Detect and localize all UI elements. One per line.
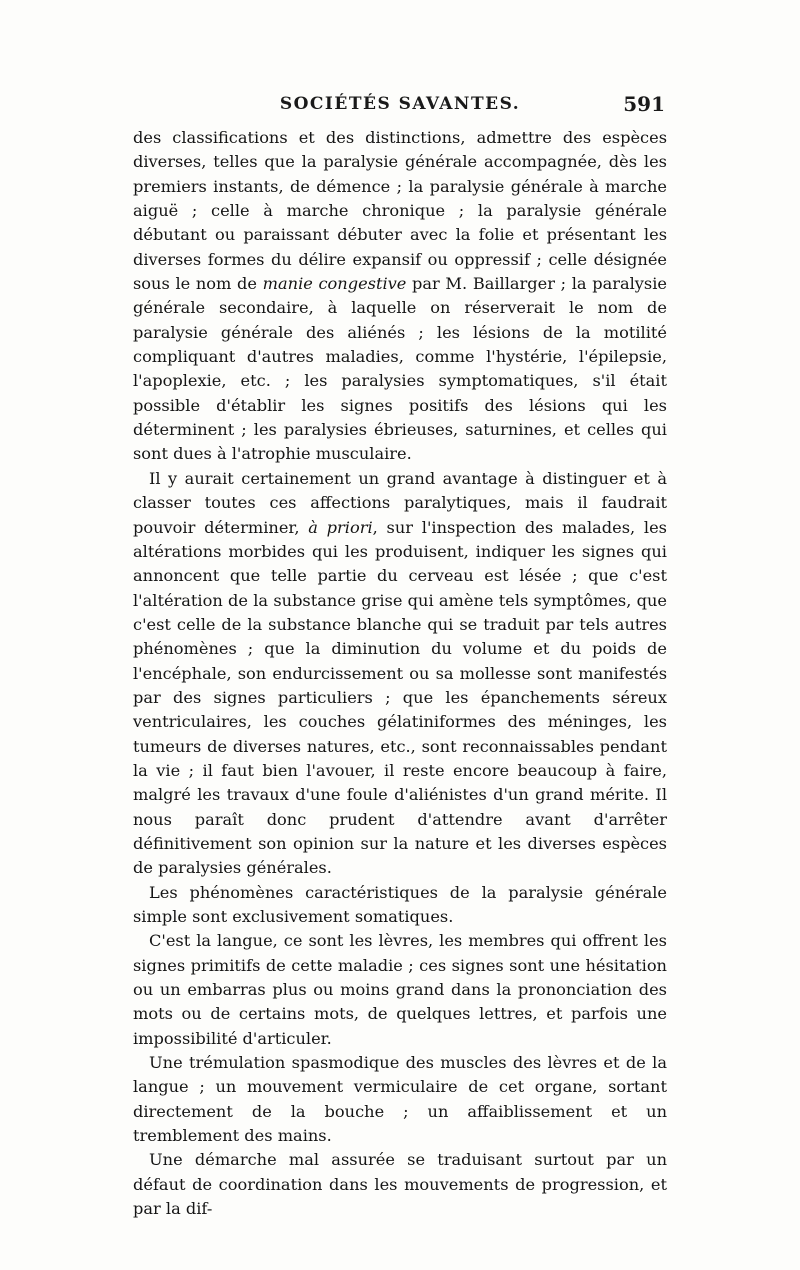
paragraph	[133, 881, 667, 930]
paragraph	[133, 1051, 667, 1148]
text-span: Les phénomènes caractéristiques de la paralysie générale simple sont exclusivement somatiques.	[133, 882, 667, 926]
paragraph	[133, 467, 667, 881]
running-head: SOCIÉTÉS SAVANTES.	[279, 94, 521, 114]
text-span: des classifications et des distinctions, admettre des espèces diverses, telles que la paralysie générale accompagnée, dès les premiers instants, de démence ; la paralysie générale à marche aiguë ; celle à marche chronique ; la paralysie générale débutant ou paraissant débuter avec la folie et présentant les diverses formes du délire expansif ou oppressif ; celle désignée sous le nom de	[133, 128, 667, 294]
paragraph	[133, 929, 667, 1051]
text-span: Une démarche mal assurée se traduisant surtout par un défaut de coordination dans les mouvements de progression, et par la dif-	[133, 1150, 667, 1219]
italic-term: à priori	[308, 517, 373, 537]
text-span: Il y aurait certainement un grand avantage à distinguer et à classer toutes ces affections paralytiques, mais il faudrait pouvoir déterminer,	[133, 468, 667, 537]
paragraph	[133, 126, 667, 467]
text-span: Une trémulation spasmodique des muscles des lèvres et de la langue ; un mouvement vermiculaire de cet organe, sortant directement de la bouche ; un affaiblissement et un tremblement des mains.	[133, 1053, 667, 1146]
text-span: C'est la langue, ce sont les lèvres, les membres qui offrent les signes primitifs de cette maladie ; ces signes sont une hésitation ou un embarras plus ou moins grand dans la prononciation des mots ou de certains mots, de quelques lettres, et parfois une impossibilité d'articuler.	[133, 931, 667, 1048]
page-header	[133, 90, 667, 126]
body-text	[133, 126, 667, 1221]
text-span: par M. Baillarger ; la paralysie générale secondaire, à laquelle on réserverait le nom de paralysie générale des aliénés ; les lésions de la motilité compliquant d'autres maladies, comme l'hystérie, l'épilepsie, l'apoplexie, etc. ; les paralysies symptomatiques, s'il était possible d'établir les signes positifs des lésions qui les déterminent ; les paralysies ébrieuses, saturnines, et celles qui sont dues à l'atrophie musculaire.	[133, 274, 667, 464]
page-number: 591	[623, 92, 665, 116]
paragraph	[133, 1148, 667, 1221]
text-span: , sur l'inspection des malades, les altérations morbides qui les produisent, indiquer les signes qui annoncent que telle partie du cerveau est lésée ; que c'est l'altération de la substance grise qui amène tels symptômes, que c'est celle de la substance blanche qui se traduit par tels autres phénomènes ; que la diminution du volume et du poids de l'encéphale, son endurcissement ou sa mollesse sont manifestés par des signes particuliers ; que les épanchements séreux ventriculaires, les couches gélatiniformes des méninges, les tumeurs de diverses natures, etc., sont reconnaissables pendant la vie ; il faut bien l'avouer, il reste encore beaucoup à faire, malgré les travaux d'une foule d'aliénistes d'un grand mérite. Il nous paraît donc prudent d'attendre avant d'arrêter définitivement son opinion sur la nature et les diverses espèces de paralysies générales.	[133, 517, 667, 878]
italic-term: manie congestive	[262, 274, 407, 294]
